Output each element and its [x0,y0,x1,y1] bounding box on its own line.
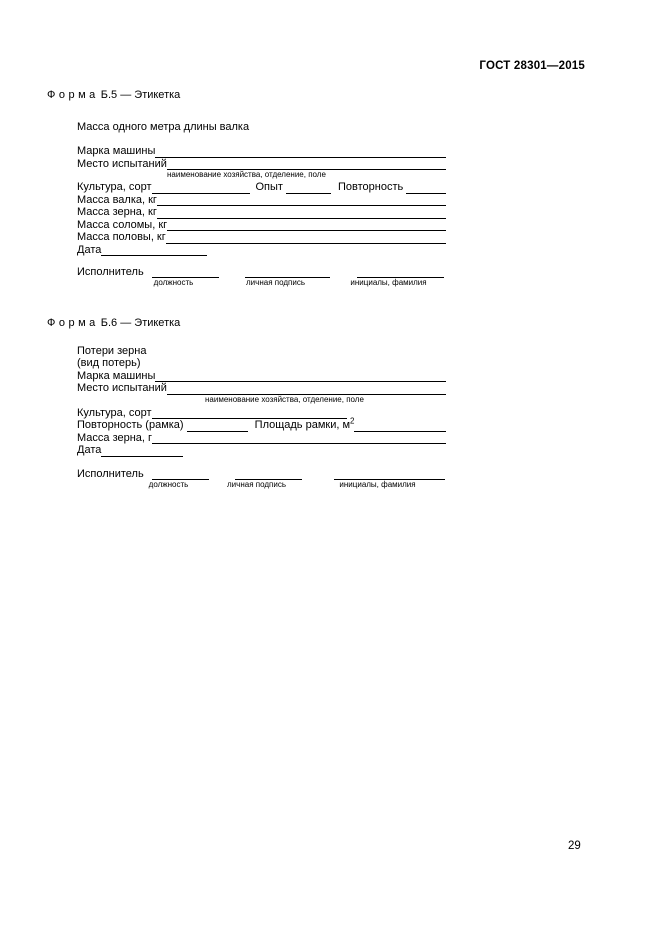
blank-line [187,429,248,432]
doc-number-header: ГОСТ 28301—2015 [479,60,585,72]
form-b6-subtitle-1: Потери зерна [77,344,147,357]
form-title-word: Форма [47,317,99,329]
blank-line [354,429,446,432]
field-label-mass-straw: Масса соломы, кг [77,218,168,231]
blank-line [101,454,183,457]
field-label-area [254,416,355,432]
executor-row [77,266,446,279]
field-label-povtornost: Повторность (рамка) [77,419,187,431]
form-b5-fields [77,145,446,289]
blank-line [157,216,446,219]
field-row-date [77,244,446,257]
blank-line [286,191,331,194]
field-label-place: Место испытаний [77,157,167,170]
subtitle-row-2 [77,357,446,370]
spacer [207,278,233,289]
area-superscript: 2 [350,416,355,426]
field-row-mass-chaff [77,231,446,244]
caption-signature: личная подпись [246,278,305,287]
caption-name: инициалы, фамилия [339,480,416,489]
form-b6-subtitle-2: (вид потерь) [77,357,141,369]
form-title-rest: Б.5 — Этикетка [100,89,181,101]
blank-line [406,191,446,194]
form-title-rest: Б.6 — Этикетка [100,317,181,329]
field-label-culture: Культура, сорт [77,406,152,419]
caption-position: должность [148,480,189,489]
blank-line [167,228,446,231]
field-label-culture: Культура, сорт [77,181,152,193]
executor-captions [140,480,446,491]
caption-place: наименование хозяйства, отделение, поле [205,394,364,404]
field-row-culture [77,181,446,194]
field-row-date [77,444,446,457]
form-b6 [47,317,447,491]
area-label-text: Площадь рамки, м [254,419,351,431]
spacer [197,480,223,491]
field-row-mass-grain [77,432,446,445]
field-row-mass-grain [77,206,446,219]
form-b5 [47,89,447,289]
page-number: 29 [568,840,581,852]
field-label-date: Дата [77,444,102,456]
blank-line [152,191,250,194]
field-row-machine [77,145,446,158]
form-b6-fields [77,345,446,492]
field-row-povtornost [77,416,446,432]
field-label-povtornost: Повторность [338,181,407,193]
executor-label: Исполнитель [77,265,147,278]
form-b6-title [47,317,447,330]
field-label-mass-chaff: Масса половы, кг [77,231,166,243]
field-row-machine [77,370,446,383]
subtitle-row-1 [77,345,446,358]
field-label-machine: Марка машины [77,369,156,382]
field-row-mass-straw [77,219,446,232]
executor-captions [140,278,446,289]
form-title-word: Форма [47,89,99,101]
field-label-mass-grain: Масса зерна, кг [77,206,157,218]
field-label-mass-grain: Масса зерна, г [77,431,153,444]
form-b5-subtitle: Масса одного метра длины валка [77,121,250,133]
spacer [318,278,345,289]
field-label-mass-roll: Масса валка, кг [77,193,157,206]
blank-line [101,253,207,256]
blank-line [155,155,446,158]
field-label-date: Дата [77,243,102,256]
executor-row [77,468,446,481]
blank-line [152,441,446,444]
spacer [290,480,322,491]
caption-position: должность [153,278,194,287]
blank-line [157,203,446,206]
field-row-place [77,158,446,171]
field-label-opyt: Опыт [255,181,287,193]
blank-line [155,379,446,382]
field-row-culture [77,407,446,420]
field-row-place [77,382,446,395]
field-row-mass-roll [77,194,446,207]
field-label-place: Место испытаний [77,382,167,394]
caption-signature: личная подпись [227,480,286,489]
caption-place: наименование хозяйства, отделение, поле [167,170,326,179]
executor-label: Исполнитель [77,467,147,480]
field-label-machine: Марка машины [77,145,156,157]
blank-line [166,241,446,244]
form-b5-title [47,89,447,102]
caption-name: инициалы, фамилия [350,278,427,287]
